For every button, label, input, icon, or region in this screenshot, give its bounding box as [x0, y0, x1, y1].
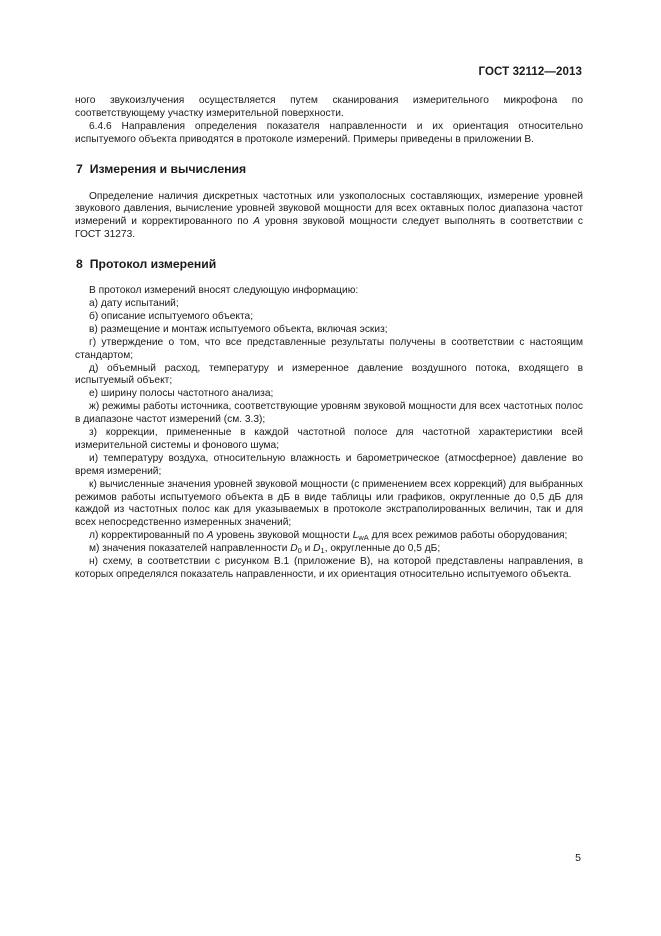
list-item: з) коррекции, примененные в каждой частотной полосе для частотной характеристики всей измерительной системы и фонового шума; [75, 427, 583, 451]
page-body [75, 95, 583, 582]
section-8-heading [75, 258, 583, 271]
list-item: е) ширину полосы частотного анализа; [89, 388, 274, 400]
section-8-title: Протокол измерений [89, 257, 217, 272]
list-item-n: н) схему, в соответствии с рисунком В.1 (приложение В), на которой представлены направления, в которых определялся показатель направленности, и их ориентация относительно испытуемого объекта. [75, 556, 583, 580]
list-item: б) описание испытуемого объекта; [89, 310, 254, 322]
list-item: ж) режимы работы источника, соответствующие уровням звуковой мощности для всех частотных полос в диапазоне частот измерений (см. 3.3); [75, 401, 583, 426]
list-item: и) температуру воздуха, относительную влажность и барометрическое (атмосферное) давление во время измерений; [75, 452, 583, 477]
clause-6-4-6: 6.4.6 Направления определения показателя направленности и их ориентация относительно испытуемого объекта приводятся в протоколе измерений. Примеры приведены в приложении В. [75, 120, 583, 145]
list-item: г) утверждение о том, что все представленные результаты получены в соответствии с настоящим стандартом; [75, 336, 583, 361]
list-item: д) объемный расход, температуру и измеренное давление воздушного потока, входящего в испытуемый объект; [75, 362, 583, 387]
list-item-l: л) корректированный по А уровень звуковой мощности $L_{wA}$ для всех режимов работы оборудования; [89, 530, 568, 543]
section-7-heading [75, 163, 583, 176]
list-item: а) дату испытаний; [89, 297, 179, 309]
list-item: в) размещение и монтаж испытуемого объекта, включая эскиз; [89, 323, 388, 335]
document-id: ГОСТ 32112—2013 [478, 66, 582, 78]
intro-continuation: ного звукоизлучения осуществляется путем сканирования измерительного микрофона по соответствующему участку измерительной поверхности. [75, 95, 583, 119]
section-7-title: Измерения и вычисления [89, 161, 247, 176]
section-8-number: 8 [76, 257, 83, 272]
page-number: 5 [575, 852, 581, 864]
list-item: к) вычисленные значения уровней звуковой мощности (с применением всех коррекций) для выбранных режимов работы испытуемого объекта в дБ в виде таблицы или графиков, округленные до 0,5 дБ для каждой из частотных полос как для указываемых в протоколе экстраполированных величин, так и для всех непосредственно измеренных значений; [75, 478, 583, 529]
section-8-lead: В протокол измерений вносят следующую информацию: [89, 285, 359, 297]
section-7-number: 7 [76, 161, 83, 176]
list-item-m: м) значения показателей направленности $D_0$ и $D_1$, округленные до 0,5 дБ; [89, 543, 441, 556]
section-7-body: Определение наличия дискретных частотных или узкополосных составляющих, измерение уровней звукового давления, вычисление уровней звуковой мощности для всех октавных полос диапазона частот измерений и корректированного по А уровня звуковой мощности следует выполнять в соответствии с ГОСТ 31273. [75, 190, 583, 241]
